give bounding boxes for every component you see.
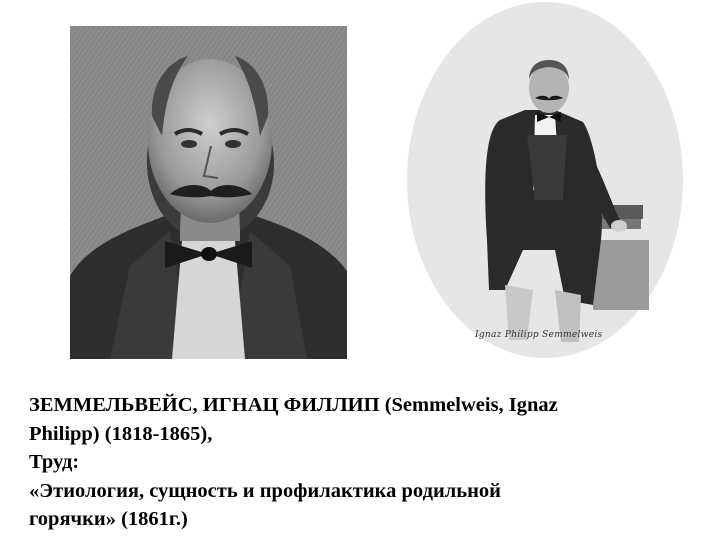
engraved-portrait-image xyxy=(70,26,347,359)
standing-portrait-photo xyxy=(405,0,685,368)
photo-caption: Ignaz Philipp Semmelweis xyxy=(475,330,603,340)
work-title-line-1: «Этиология, сущность и профилактика родильной xyxy=(29,479,501,502)
title-line-2: Philipp) (1818-1865), xyxy=(29,422,213,445)
work-label: Труд: xyxy=(29,451,80,473)
description-text xyxy=(29,391,699,534)
title-line-1: ЗЕММЕЛЬВЕЙС, ИГНАЦ ФИЛЛИП (Semmelweis, Ignaz xyxy=(29,394,558,416)
work-title-line-2: горячки» (1861г.) xyxy=(29,508,188,530)
